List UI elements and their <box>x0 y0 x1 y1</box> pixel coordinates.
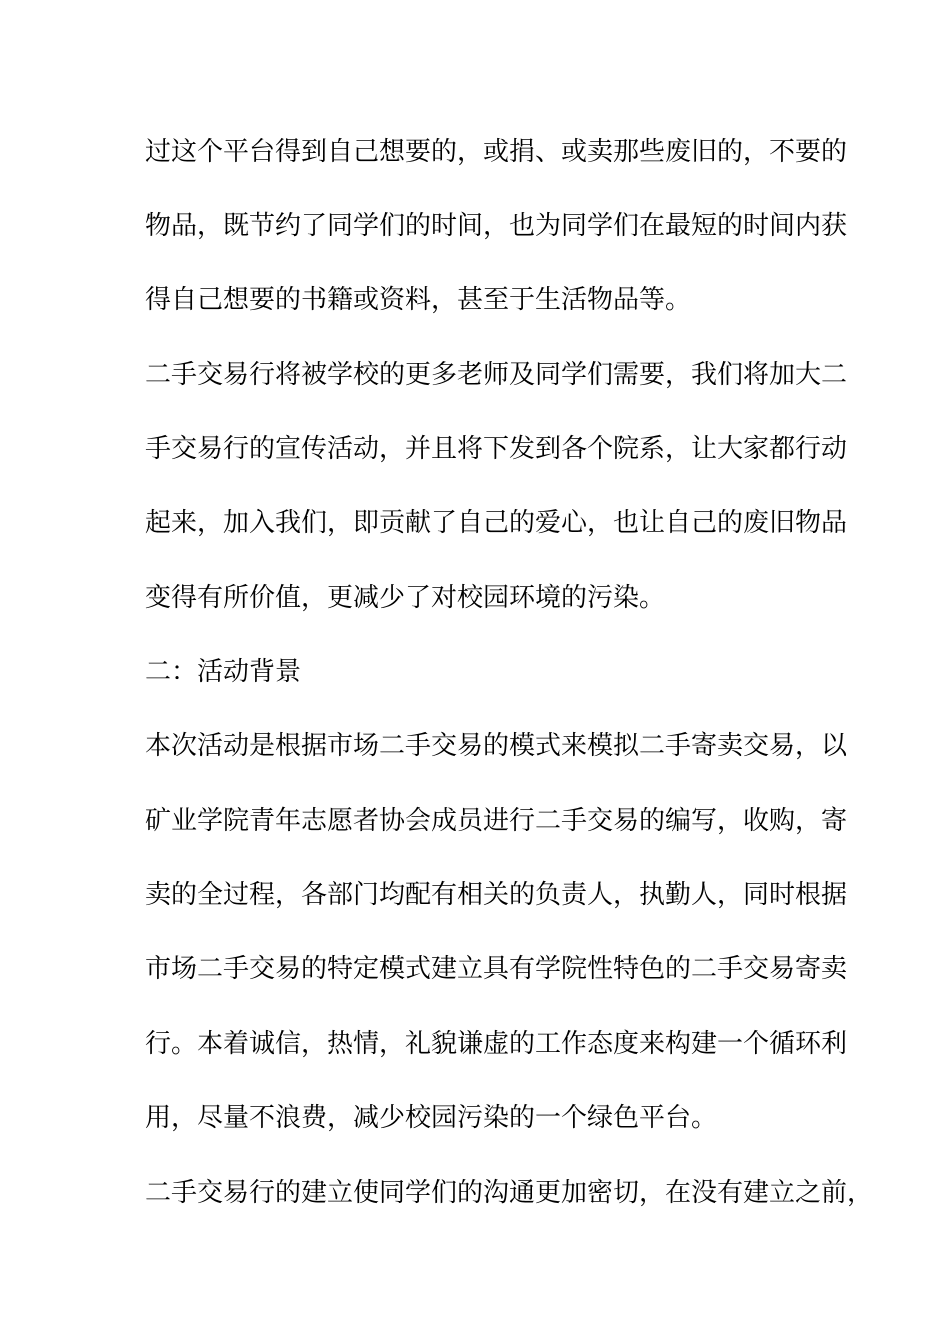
text-line: 行。本着诚信，热情，礼貌谦虚的工作态度来构建一个循环利 <box>145 1029 848 1059</box>
text-line: 起来，加入我们，即贡献了自己的爱心，也让自己的废旧物品 <box>145 508 848 538</box>
section-heading: 二：活动背景 <box>145 657 302 687</box>
text-line: 二手交易行的建立使同学们的沟通更加密切，在没有建立之前， <box>145 1178 874 1208</box>
text-line: 用，尽量不浪费，减少校园污染的一个绿色平台。 <box>145 1103 718 1133</box>
text-line: 本次活动是根据市场二手交易的模式来模拟二手寄卖交易，以 <box>145 731 848 761</box>
text-line: 卖的全过程，各部门均配有相关的负责人，执勤人，同时根据 <box>145 880 848 910</box>
text-line: 过这个平台得到自己想要的，或捐、或卖那些废旧的，不要的 <box>145 137 848 167</box>
text-line: 矿业学院青年志愿者协会成员进行二手交易的编写，收购，寄 <box>145 806 848 836</box>
text-line: 手交易行的宣传活动，并且将下发到各个院系，让大家都行动 <box>145 434 848 464</box>
text-line: 市场二手交易的特定模式建立具有学院性特色的二手交易寄卖 <box>145 954 848 984</box>
text-line: 变得有所价值，更减少了对校园环境的污染。 <box>145 583 666 613</box>
text-line: 二手交易行将被学校的更多老师及同学们需要，我们将加大二 <box>145 360 848 390</box>
text-line: 物品，既节约了同学们的时间，也为同学们在最短的时间内获 <box>145 211 848 241</box>
text-line: 得自己想要的书籍或资料，甚至于生活物品等。 <box>145 285 692 315</box>
